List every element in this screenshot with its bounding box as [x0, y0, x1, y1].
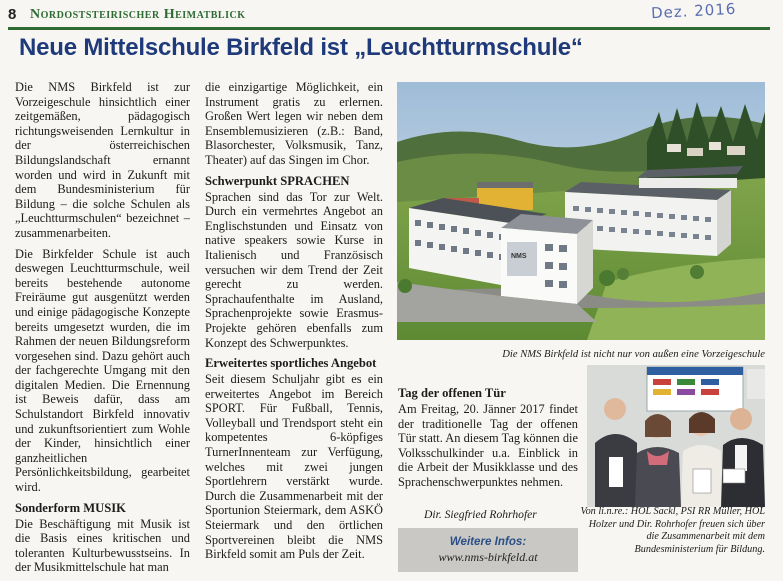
school-aerial-photo — [397, 82, 765, 340]
paragraph: die einzigartige Möglichkeit, ein Instrument gratis zu erlernen. Großen Wert legen wir neben dem Ensemblemusizieren (z.B.: Band, Blasorchester, Volksmusik, Tanz, Theater) auf das Singen im Chor. — [205, 80, 383, 167]
group-photo — [587, 365, 765, 507]
paragraph: Seit diesem Schuljahr gibt es ein erweitertes Angebot im Bereich SPORT. Für Fußball, Tennis, Volleyball und Trendsport steht ein kompetentes 6-köpfiges TurnerInnenteam zur Verfügung, welches mit zwei jungen Sportlehrern verstärkt wurde. Durch die Zusammenarbeit mit der Sportunion Steiermark, dem ASKÖ Steiermark und den örtlichen Sportvereinen bleibt die NMS Birkfeld somit am Puls der Zeit. — [205, 372, 383, 562]
paragraph: Die Beschäftigung mit Musik ist die Basis eines kritischen und toleranten Kulturbewusstseins. In der Musikmittelschule hat man — [15, 516, 190, 575]
building-sign-letters: NMS — [511, 253, 527, 260]
paragraph: Sprachen sind das Tor zur Welt. Durch ein vermehrtes Angebot an Englischstunden und Einsatz von native speakers sowie Kurse in Italienisch und Französisch versuchen wir dem Trend der Zeit gerecht zu werden. Sprachaufenthalte im Ausland, Sprachenprojekte sowie Erasmus-Projekte gehören ebenfalls zum Konzept des Schwerpunktes. — [205, 189, 383, 350]
header-rule — [8, 27, 770, 30]
paragraph: Am Freitag, 20. Jänner 2017 findet der traditionelle Tag der offenen Tür statt. An diesem Tag können die Volksschulkinder u.a. Einblick in die Arbeit der Musikklasse und des Sprachenschwerpunktes nehmen. — [398, 402, 578, 489]
paragraph: Die Birkfelder Schule ist auch deswegen Leuchtturmschule, weil bereits bestehende autonome Freiräume gut ausgenützt werden und einige pädagogische Konzepte bereits umgesetzt wurden, die im Rahmen der neuen Bildungsreform vorgesehen sind. Dazu gehört auch der fachgerechte Umgang mit den digitalen Medien. Die Ernennung ist Beweis dafür, dass am Schulstandort Birkfeld innovativ und zukunftsorientiert zum Wohle der Kinder, hinsichtlich einer ganzheitlichen Persönlichkeitsbildung, gearbeitet wird. — [15, 246, 190, 495]
publication-title: Nordoststeirischer Heimatblick — [30, 7, 246, 22]
section-heading: Tag der offenen Tür — [398, 386, 506, 400]
photo-caption: Die NMS Birkfeld ist nicht nur von außen eine Vorzeigeschule — [502, 349, 765, 360]
handwritten-date: Dez. 2016 — [650, 0, 737, 23]
article-column-3 — [398, 386, 578, 496]
section-heading: Sonderform MUSIK — [15, 500, 126, 515]
article-column-2 — [205, 80, 383, 568]
section-heading: Erweitertes sportliches Angebot — [205, 356, 377, 371]
article-column-1 — [15, 80, 190, 581]
page-number: 8 — [8, 6, 17, 23]
info-box-url: www.nms-birkfeld.at — [438, 550, 538, 564]
paragraph: Die NMS Birkfeld ist zur Vorzeigeschule hinsichtlich einer zeitgemäßen, pädagogisch richtungsweisenden Lernkultur in der österreichischen Bildungslandschaft ernannt worden und wird in Zukunft mit dem Bundesministerium für Bildung – die solche Schulen als „Leuchtturmschulen“ bezeichnet – zusammenarbeiten. — [15, 80, 190, 240]
info-box-title: Weitere Infos: — [449, 535, 527, 548]
photo-caption: Von li.n.re.: HOL Sackl, PSI RR Müller, HOL Holzer und Dir. Rohrhofer freuen sich über die Zusammenarbeit mit dem Bundesministerium für Bildung. — [580, 506, 765, 555]
info-box — [398, 528, 578, 572]
section-heading: Schwerpunkt SPRACHEN — [205, 173, 350, 188]
article-headline: Neue Mittelschule Birkfeld ist „Leuchtturmschule“ — [19, 34, 583, 61]
author-signature: Dir. Siegfried Rohrhofer — [424, 508, 537, 521]
